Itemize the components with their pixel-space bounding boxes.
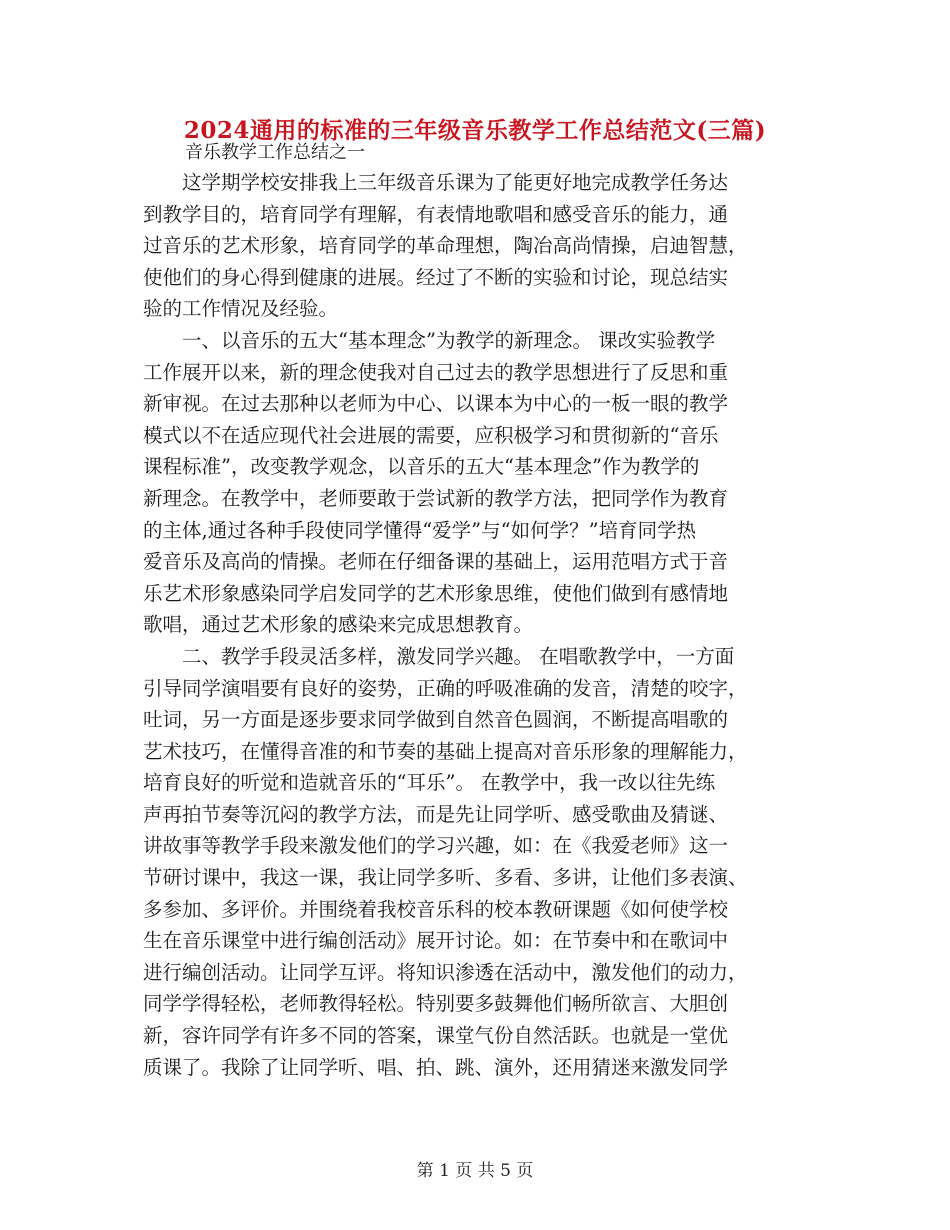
text-line: 课程标准”，改变教学观念，以音乐的五大“基本理念”作为教学的 xyxy=(143,455,700,479)
text-line: 模式以不在适应现代社会进展的需要，应积极学习和贯彻新的“音乐 xyxy=(143,423,719,447)
text-line: 的主体,通过各种手段使同学懂得“爱学”与“如何学？”培育同学热 xyxy=(143,518,697,542)
text-line: 多参加、多评价。并围绕着我校音乐科的校本教研课题《如何使学校 xyxy=(143,897,729,921)
body-text xyxy=(143,167,823,1083)
page-number-footer: 第 1 页 共 5 页 xyxy=(416,1161,534,1181)
document-title: 2024通用的标准的三年级音乐教学工作总结范文(三篇) xyxy=(183,117,767,144)
text-line: 节研讨课中，我这一课，我让同学多听、多看、多讲，让他们多表演、 xyxy=(143,866,748,890)
text-line: 新理念。在教学中，老师要敢于尝试新的教学方法，把同学作为教育 xyxy=(143,486,729,510)
text-line: 一、以音乐的五大“基本理念”为教学的新理念。 课改实验教学 xyxy=(143,328,716,352)
text-line: 歌唱，通过艺术形象的感染来完成思想教育。 xyxy=(143,613,534,637)
text-line: 讲故事等教学手段来激发他们的学习兴趣，如：在《我爱老师》这一 xyxy=(143,834,729,858)
text-line: 引导同学演唱要有良好的姿势，正确的呼吸准确的发音，清楚的咬字， xyxy=(143,676,748,700)
text-line: 声再拍节奏等沉闷的教学方法，而是先让同学听、感受歌曲及猜谜、 xyxy=(143,802,729,826)
text-line: 使他们的身心得到健康的进展。经过了不断的实验和讨论，现总结实 xyxy=(143,265,729,289)
text-line: 爱音乐及高尚的情操。老师在仔细备课的基础上，运用范唱方式于音 xyxy=(143,550,729,574)
text-line: 新审视。在过去那种以老师为中心、以课本为中心的一板一眼的教学 xyxy=(143,392,729,416)
text-line: 到教学目的，培育同学有理解，有表情地歌唱和感受音乐的能力，通 xyxy=(143,202,729,226)
text-line: 过音乐的艺术形象，培育同学的革命理想，陶冶高尚情操，启迪智慧， xyxy=(143,234,748,258)
text-line: 生在音乐课堂中进行编创活动》展开讨论。如：在节奏中和在歌词中 xyxy=(143,929,729,953)
text-line: 同学学得轻松，老师教得轻松。特别要多鼓舞他们畅所欲言、大胆创 xyxy=(143,992,729,1016)
text-line: 新，容许同学有许多不同的答案，课堂气份自然活跃。也就是一堂优 xyxy=(143,1024,729,1048)
text-line: 进行编创活动。让同学互评。将知识渗透在活动中，激发他们的动力， xyxy=(143,960,748,984)
text-line: 吐词，另一方面是逐步要求同学做到自然音色圆润，不断提高唱歌的 xyxy=(143,708,729,732)
text-line: 质课了。我除了让同学听、唱、拍、跳、演外，还用猜迷来激发同学 xyxy=(143,1055,729,1079)
text-line: 培育良好的听觉和造就音乐的“耳乐”。 在教学中，我一改以往先练 xyxy=(143,771,716,795)
text-line: 验的工作情况及经验。 xyxy=(143,297,339,321)
section-subtitle: 音乐教学工作总结之一 xyxy=(185,142,365,163)
text-line: 这学期学校安排我上三年级音乐课为了能更好地完成教学任务达 xyxy=(143,171,729,194)
text-line: 二、教学手段灵活多样，激发同学兴趣。 在唱歌教学中，一方面 xyxy=(143,644,735,668)
text-line: 艺术技巧，在懂得音准的和节奏的基础上提高对音乐形象的理解能力， xyxy=(143,739,748,763)
text-line: 工作展开以来，新的理念使我对自己过去的教学思想进行了反思和重 xyxy=(143,360,729,384)
text-line: 乐艺术形象感染同学启发同学的艺术形象思维，使他们做到有感情地 xyxy=(143,581,729,605)
